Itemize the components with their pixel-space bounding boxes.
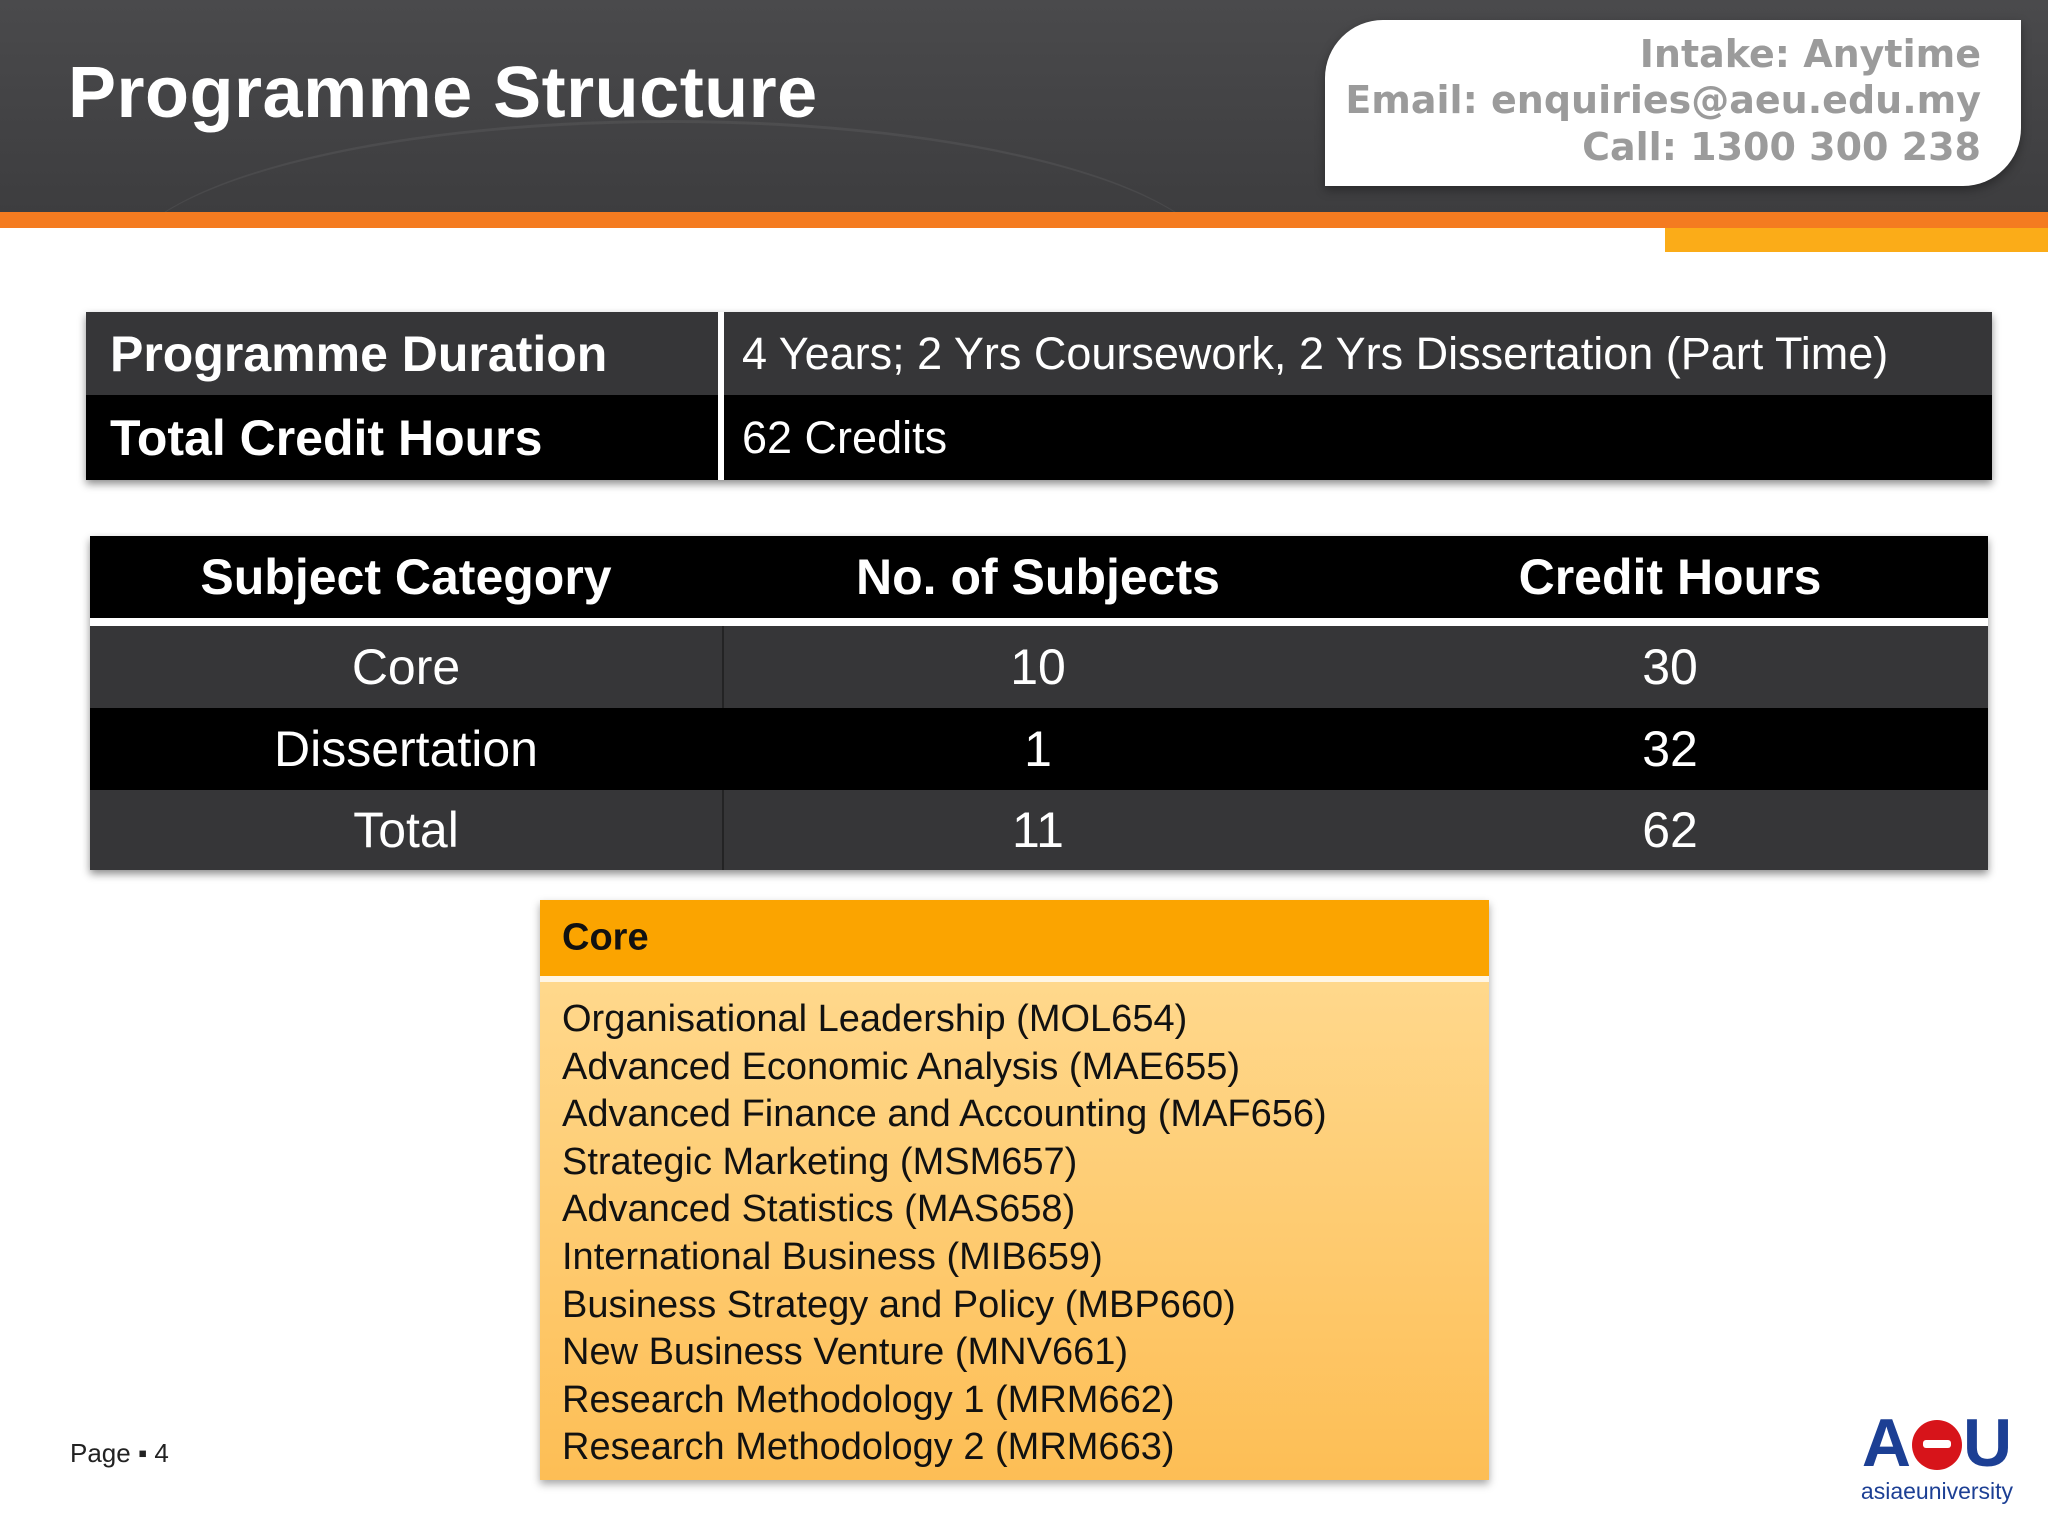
list-item: Advanced Finance and Accounting (MAF656) bbox=[562, 1093, 1327, 1136]
logo-mark bbox=[1852, 1405, 2022, 1481]
table-cell: 30 bbox=[1642, 639, 1698, 695]
table-header-row bbox=[90, 536, 1988, 618]
contact-call: Call: 1300 300 238 bbox=[1582, 125, 1981, 169]
header-yellow-stripe bbox=[1665, 228, 2048, 252]
core-subject-list bbox=[562, 996, 1327, 1472]
logo-e-icon bbox=[1912, 1420, 1962, 1470]
contact-box bbox=[1325, 20, 2021, 186]
column-divider bbox=[722, 626, 724, 870]
info-value: 4 Years; 2 Yrs Coursework, 2 Yrs Dissertation (Part Time) bbox=[742, 327, 1889, 379]
core-box-header bbox=[540, 900, 1489, 976]
table-row bbox=[90, 626, 1988, 708]
column-header-credits: Credit Hours bbox=[1518, 549, 1822, 605]
core-subjects-box bbox=[540, 900, 1489, 1480]
header-bar bbox=[0, 0, 2048, 212]
list-item: Strategic Marketing (MSM657) bbox=[562, 1140, 1078, 1183]
list-item: Advanced Statistics (MAS658) bbox=[562, 1188, 1076, 1231]
list-item: Advanced Economic Analysis (MAE655) bbox=[562, 1045, 1240, 1088]
list-item: New Business Venture (MNV661) bbox=[562, 1331, 1129, 1374]
contact-intake: Intake: Anytime bbox=[1639, 32, 1981, 76]
core-box-title: Core bbox=[562, 916, 649, 959]
table-cell: 10 bbox=[1010, 639, 1066, 695]
table-row bbox=[90, 708, 1988, 790]
table-cell: Core bbox=[351, 639, 461, 695]
table-cell: Total bbox=[353, 802, 459, 858]
list-item: Organisational Leadership (MOL654) bbox=[562, 998, 1188, 1040]
logo-wordmark: asiaeuniversity bbox=[1860, 1478, 2014, 1504]
info-label: Programme Duration bbox=[110, 325, 608, 382]
page-number: Page ▪ 4 bbox=[70, 1438, 169, 1468]
programme-info-table bbox=[86, 312, 1992, 480]
info-row-credits bbox=[86, 395, 1992, 480]
aeu-logo bbox=[1852, 1405, 2022, 1506]
table-cell: Dissertation bbox=[274, 721, 538, 777]
column-header-subjects: No. of Subjects bbox=[856, 549, 1220, 605]
header-separator bbox=[90, 618, 1988, 626]
logo-letter-u: U bbox=[1963, 1405, 2013, 1481]
info-value: 62 Credits bbox=[742, 411, 948, 463]
header-orange-stripe bbox=[0, 212, 2048, 228]
core-box-body bbox=[540, 982, 1489, 1480]
table-cell: 62 bbox=[1642, 802, 1698, 858]
list-item: Business Strategy and Policy (MBP660) bbox=[562, 1283, 1236, 1326]
column-header-category: Subject Category bbox=[200, 549, 612, 605]
info-column-divider bbox=[718, 312, 724, 480]
table-row bbox=[90, 790, 1988, 870]
contact-email: Email: enquiries@aeu.edu.my bbox=[1345, 78, 1981, 122]
info-label: Total Credit Hours bbox=[110, 409, 543, 466]
table-cell: 11 bbox=[1012, 802, 1064, 858]
info-row-duration bbox=[86, 312, 1992, 395]
page-title: Programme Structure bbox=[68, 53, 818, 133]
table-cell: 1 bbox=[1024, 721, 1052, 777]
list-item: Research Methodology 2 (MRM663) bbox=[562, 1426, 1175, 1469]
logo-letter-a: A bbox=[1861, 1405, 1911, 1481]
subject-category-table bbox=[90, 536, 1988, 870]
list-item: International Business (MIB659) bbox=[562, 1235, 1103, 1278]
list-item: Research Methodology 1 (MRM662) bbox=[562, 1378, 1175, 1421]
table-cell: 32 bbox=[1642, 721, 1698, 777]
